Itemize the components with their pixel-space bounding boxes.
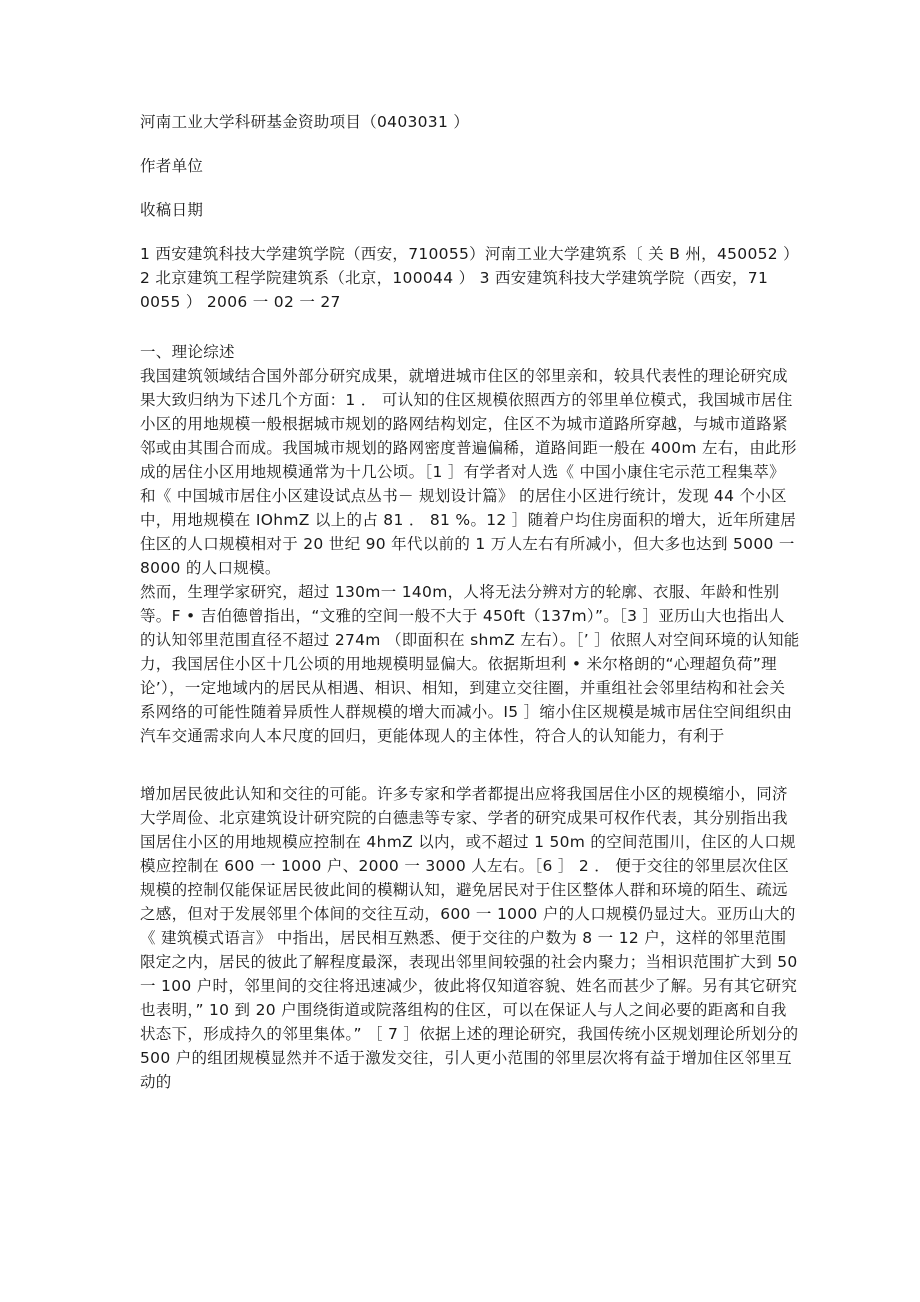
- paragraph-gap: [140, 748, 800, 782]
- affiliation-label: 作者单位: [140, 157, 204, 175]
- paragraph-1: 我国建筑领域结合国外部分研究成果，就增进城市住区的邻里亲和，较具代表性的理论研究成果大致归纳为下述几个方面：1 ． 可认知的住区规模依照西方的邻里单位模式，我国城市居住小区的用地规模一般根据城市规划的路网结构划定，住区不为城市道路所穿越，与城市道路紧邻或由其围合而成。我国城市规划的路网密度普遍偏稀，道路间距一般在 400m 左右，由此形成的居住小区用地规模通常为十几公顷。［1 ］有学者对人选《 中国小康住宅示范工程集萃》 和《 中国城市居住小区建设试点丛书－ 规划设计篇》 的居住小区进行统计，发现 44 个小区中，用地规模在 IOhmZ 以上的占 81 ． 81 %。12 ］随着户均住房面积的增大，近年所建居住区的人口规模相对于 20 世纪 90 年代以前的 1 万人左右有所减小，但大多也达到 5000 一 8000 的人口规模。: [140, 367, 800, 577]
- received-date-label: 收稿日期: [140, 201, 204, 219]
- paragraph-2: 然而，生理学家研究，超过 130m一 140m，人将无法分辨对方的轮廓、衣服、年龄和性别等。F • 吉伯德曾指出，“文雅的空间一般不大于 450ft（137m）”。［3 ］亚历山大也指出人的认知邻里范围直径不超过 274m （即面积在 shmZ 左右）。［’ ］依照人对空间环境的认知能力，我国居住小区十几公顷的用地规模明显偏大。依据斯坦利 • 米尔格朗的“心理超负荷”理论’），一定地域内的居民从相遇、相识、相知，到建立交往圈，并重组社会邻里结构和社会关系网络的可能性随着异质性人群规模的增大而减小。I5 ］缩小住区规模是城市居住空间组织由汽车交通需求向人本尺度的回归，更能体现人的主体性，符合人的认知能力，有利于: [140, 583, 800, 745]
- section-title: 一、理论综述: [140, 343, 235, 361]
- document-body: [140, 110, 805, 1094]
- funding-note: 河南工业大学科研基金资助项目（0403031 ）: [140, 113, 470, 131]
- author-affiliations: 1 西安建筑科技大学建筑学院（西安，710055）河南工业大学建筑系〔 关 B 州，450052 ） 2 北京建筑工程学院建筑系（北京，100044 ） 3 西安建筑科技大学建筑学院（西安，71 0055 ） 2006 一 02 一 27: [140, 245, 805, 311]
- paragraph-3: 增加居民彼此认知和交往的可能。许多专家和学者都提出应将我国居住小区的规模缩小，同济大学周俭、北京建筑设计研究院的白德恚等专家、学者的研究成果可权作代表，其分别指出我国居住小区的用地规模应控制在 4hmZ 以内，或不超过 1 50m 的空间范围川，住区的人口规模应控制在 600 一 1000 户、2000 一 3000 人左右。［6 ］ 2 ． 便于交往的邻里层次住区规模的控制仅能保证居民彼此间的模糊认知，避免居民对于住区整体人群和环境的陌生、疏远之感，但对于发展邻里个体间的交往互动，600 一 1000 户的人口规模仍显过大。亚历山大的《 建筑模式语言》 中指出，居民相互熟悉、便于交往的户数为 8 一 12 户，这样的邻里范围限定之内，居民的彼此了解程度最深，表现出邻里间较强的社会内聚力；当相识范围扩大到 50 一 100 户时，邻里间的交往将迅速减少，彼此将仅知道容貌、姓名而甚少了解。另有其它研究也表明，” 10 到 20 户围绕街道或院落组构的住区，可以在保证人与人之间必要的距离和自我状态下，形成持久的邻里集体。” ［ 7 ］依据上述的理论研究，我国传统小区规划理论所划分的 500 户的组团规模显然并不适于激发交往，引人更小范围的邻里层次将有益于增加住区邻里互动的: [140, 785, 804, 1091]
